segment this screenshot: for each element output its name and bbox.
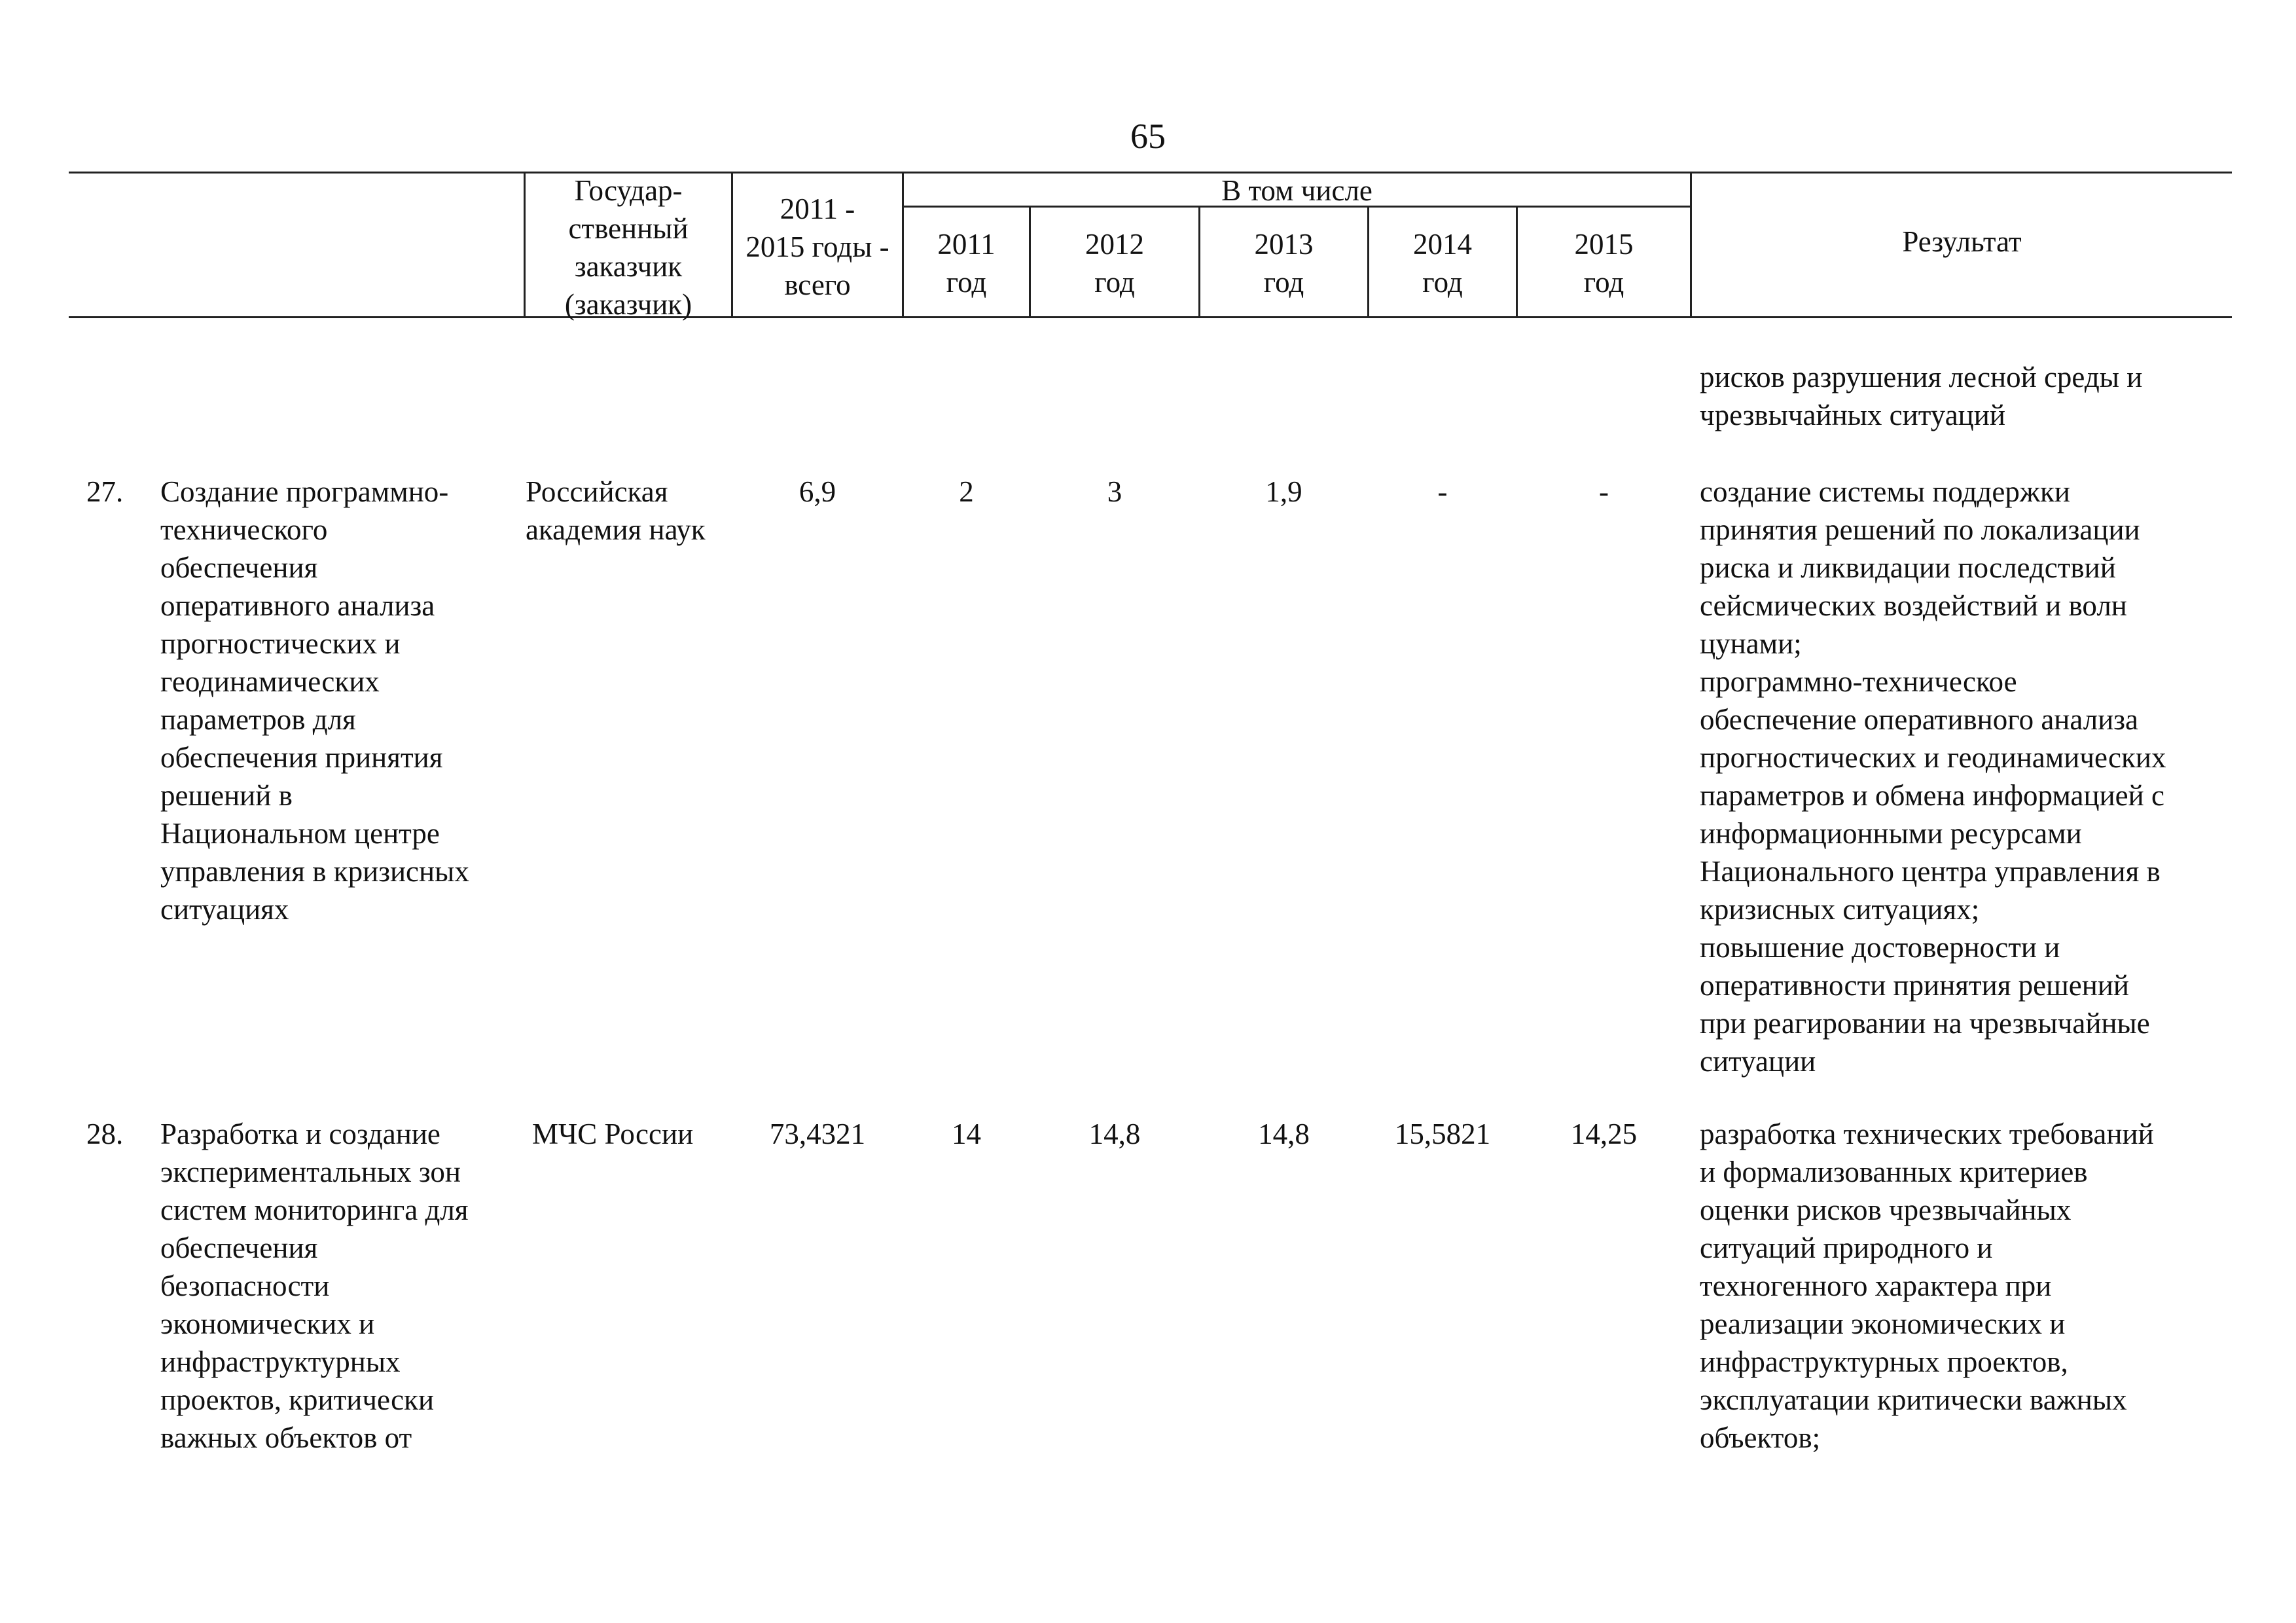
header-customer: Государ- ственный заказчик (заказчик) [564,174,692,321]
row-result: создание системы поддержки принятия решений по локализации риска и ликвидации последствий сейсмических воздействий и волн цунами; программно-техническое обеспечение оперативного анализа прогностических и геодинамических параметров и обмена информацией с информационными ресурсами Национального центра управления в кризисных ситуациях; повышение достоверности и оперативности принятия решений при реагировании на чрезвычайные ситуации [1700,475,2166,1078]
header-total: 2011 - 2015 годы - всего [745,192,889,301]
row-2015: - [1599,475,1609,508]
row-number: 28. [86,1118,124,1150]
header-year-2012: 2012 год [1085,228,1144,299]
row-customer: Российская академия наук [526,475,706,546]
header-year-2015: 2015 год [1574,228,1634,299]
row-total: 73,4321 [769,1118,866,1150]
row-2011: 2 [959,475,974,508]
header-bottom-rule [69,316,2232,318]
row-measure-name: Создание программно- технического обеспечения оперативного анализа прогностических и геодинамических параметров для обеспечения принятия решений в Национальном центре управления в кризисных ситуациях [160,475,469,926]
header-year-2013: 2013 год [1254,228,1314,299]
row-2015: 14,25 [1570,1118,1638,1150]
row-2014: 15,5821 [1394,1118,1491,1150]
row-customer: МЧС России [532,1118,694,1150]
row-2012: 14,8 [1088,1118,1141,1150]
header-result: Результат [1902,225,2022,258]
row-total: 6,9 [798,475,836,508]
row-2014: - [1437,475,1448,508]
row-2013: 14,8 [1258,1118,1310,1150]
header-year-2014: 2014 год [1413,228,1472,299]
row-2013: 1,9 [1265,475,1302,508]
result-continuation: рисков разрушения лесной среды и чрезвычайных ситуаций [1700,361,2143,431]
page-number: 65 [1130,117,1166,156]
row-2011: 14 [952,1118,981,1150]
header-including: В том числе [1221,174,1372,207]
row-number: 27. [86,475,124,508]
header-year-2011: 2011 год [937,228,996,299]
row-result: разработка технических требований и формализованных критериев оценки рисков чрезвычайных ситуаций природного и техногенного характера при реализации экономических и инфраструктурных проектов, эксплуатации критически важных объектов; [1700,1118,2154,1454]
row-measure-name: Разработка и создание экспериментальных зон систем мониторинга для обеспечения безопасности экономических и инфраструктурных проектов, критически важных объектов от [160,1118,469,1454]
row-2012: 3 [1107,475,1122,508]
